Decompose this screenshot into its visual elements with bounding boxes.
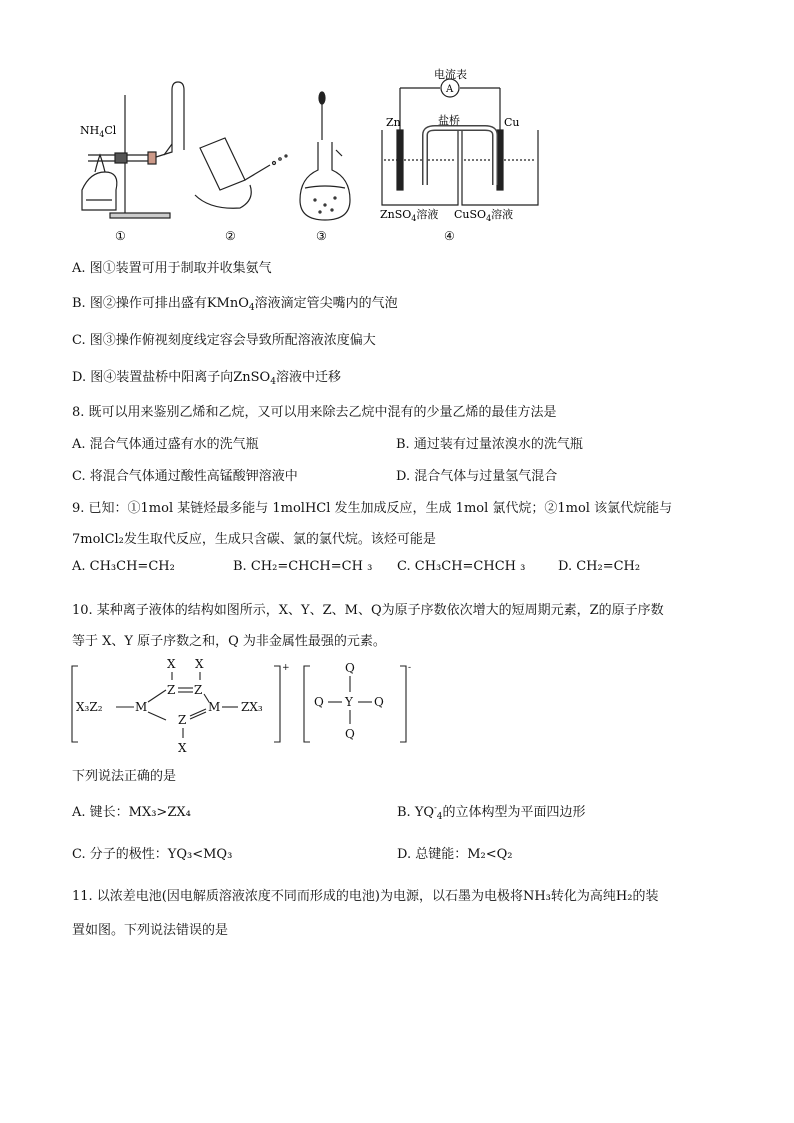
atom-y: Y: [345, 695, 353, 709]
nh4cl-label: $NH_4Cl$: [80, 124, 117, 139]
q10-option-a: A. 键长：MX₃>ZX₄: [72, 805, 191, 820]
q10-option-b: B. $YQ^-_4$的立体构型为平面四边形: [397, 803, 586, 822]
atom-q-left: Q: [314, 695, 324, 709]
fig-label-4: ④: [444, 229, 455, 243]
q9-stem-2: 7molCl₂发生取代反应，生成只含碳、氯的氯代烷。该烃可能是: [72, 532, 436, 547]
atom-q-right: Q: [374, 695, 384, 709]
fig-label-3: ③: [316, 229, 327, 243]
q7-option-d: D. 图④装置盐桥中阳离子向ZnSO$_4$溶液中迁移: [72, 370, 341, 387]
ammeter-symbol: A: [446, 84, 454, 95]
q10-stem-2: 等于 X、Y 原子序数之和，Q 为非金属性最强的元素。: [72, 634, 386, 649]
q10-after: 下列说法正确的是: [72, 769, 177, 784]
cation-charge: +: [282, 663, 290, 673]
q7-option-b: B. 图②操作可排出盛有KMnO$_4$溶液滴定管尖嘴内的气泡: [72, 296, 398, 313]
q8-stem: 8. 既可以用来鉴别乙烯和乙烷，又可以用来除去乙烷中混有的少量乙烯的最佳方法是: [72, 405, 557, 420]
q8-option-c: C. 将混合气体通过酸性高锰酸钾溶液中: [72, 469, 298, 484]
q10-stem-1: 10. 某种离子液体的结构如图所示，X、Y、Z、M、Q为原子序数依次增大的短周期元素，Z的原子序数: [72, 603, 664, 618]
q11-stem-2: 置如图。下列说法错误的是: [72, 923, 229, 938]
q11-stem-1: 11. 以浓差电池(因电解质溶液浓度不同而形成的电池)为电源，以石墨为电极将NH₃转化为高纯H₂的装: [72, 889, 659, 904]
atom-z-top-right: Z: [194, 683, 203, 697]
fig-label-1: ①: [115, 229, 126, 243]
atom-q-bottom: Q: [345, 727, 355, 741]
q7-option-c: C. 图③操作俯视刻度线定容会导致所配溶液浓度偏大: [72, 333, 376, 348]
cuso4-label: CuSO$_4$溶液: [454, 208, 514, 223]
q7-option-a: A. 图①装置可用于制取并收集氨气: [72, 261, 272, 276]
q9-option-a: A. CH₃CH=CH₂: [72, 559, 175, 574]
cu-label: Cu: [504, 116, 520, 129]
atom-q-top: Q: [345, 661, 355, 675]
q8-option-b: B. 通过装有过量浓溴水的洗气瓶: [396, 437, 583, 452]
ammeter-label: 电流表: [434, 68, 467, 81]
atom-m-right: M: [208, 700, 221, 714]
q9-option-c: C. CH₃CH=CHCH ₃: [397, 559, 526, 574]
atom-z-top-left: Z: [167, 683, 176, 697]
ionic-liquid-structure: [66, 652, 416, 762]
zn-label: Zn: [386, 116, 401, 129]
left-group: X₃Z₂: [76, 700, 103, 714]
apparatus-1: [82, 82, 184, 218]
atom-x-bottom: X: [178, 741, 187, 755]
apparatus-3: [300, 92, 350, 220]
fig-label-2: ②: [225, 229, 236, 243]
q8-option-d: D. 混合气体与过量氢气混合: [396, 469, 558, 484]
anion-charge: -: [408, 663, 412, 673]
q9-option-d: D. CH₂=CH₂: [558, 559, 641, 574]
q9-option-b: B. CH₂=CHCH=CH ₃: [233, 559, 373, 574]
q10-option-d: D. 总键能：M₂<Q₂: [397, 847, 513, 862]
znso4-label: ZnSO$_4$溶液: [380, 208, 439, 223]
q8-option-a: A. 混合气体通过盛有水的洗气瓶: [72, 437, 259, 452]
atom-x-top-left: X: [167, 657, 176, 671]
apparatus-figure: [60, 60, 540, 250]
atom-z-bottom: Z: [178, 713, 187, 727]
apparatus-2: [195, 138, 287, 208]
apparatus-4: [382, 79, 538, 205]
q10-option-c: C. 分子的极性：YQ₃<MQ₃: [72, 847, 233, 862]
q9-stem-1: 9. 已知：①1mol 某链烃最多能与 1molHCl 发生加成反应，生成 1mol 氯代烷；②1mol 该氯代烷能与: [72, 501, 673, 516]
salt-bridge-label: 盐桥: [438, 114, 460, 127]
atom-x-top-right: X: [195, 657, 204, 671]
atom-m-left: M: [135, 700, 148, 714]
right-group: ZX₃: [241, 700, 263, 714]
